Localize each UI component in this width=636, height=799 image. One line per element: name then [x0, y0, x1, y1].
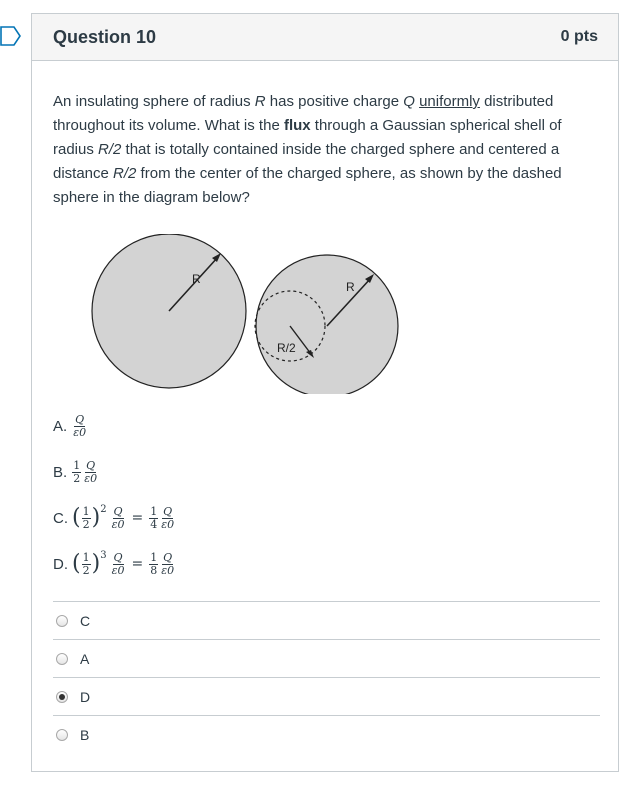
radio-button-1[interactable]	[56, 653, 68, 665]
radio-button-0[interactable]	[56, 615, 68, 627]
sphere-right-circle	[256, 255, 398, 394]
question-card	[31, 13, 619, 772]
label-R-half: R/2	[277, 341, 296, 355]
answer-choices	[53, 601, 600, 753]
choice-row[interactable]	[53, 601, 600, 639]
choice-row[interactable]	[53, 677, 600, 715]
radio-button-3[interactable]	[56, 729, 68, 741]
answer-option-d: D. ( $\frac{1}{2}$ ) 3 $\frac{Q}{\varepsilon 0}$ = $\frac{1}{8}$ $\frac{Q}{\varepsilon 0}$	[53, 549, 175, 577]
choice-label: B	[80, 726, 90, 743]
choice-label: C	[80, 612, 91, 629]
label-R-left: R	[192, 272, 201, 286]
charged-sphere-right	[255, 255, 398, 394]
choice-row[interactable]	[53, 715, 600, 753]
question-header	[32, 14, 618, 61]
charged-sphere-left	[92, 234, 246, 388]
radio-button-2[interactable]	[56, 691, 68, 703]
choice-row[interactable]	[53, 639, 600, 677]
choice-label: A	[80, 650, 90, 667]
answer-option-b: B. $\frac{1}{2}$ $\frac{Q}{\varepsilon 0}$	[53, 458, 98, 485]
question-points: 0 pts	[560, 28, 598, 45]
label-R-right: R	[346, 280, 355, 294]
answer-option-a: A. $\frac{Q}{\varepsilon 0}$	[53, 412, 87, 439]
question-title: Question 10	[53, 26, 157, 47]
question-text: An insulating sphere of radius R has positive charge Q uniformly distributed throughout its volume. What is the flux through a Gaussian spherical shell of radius R/2 that is totally contained inside the charged sphere and centered a distance R/2 from the center of the charged sphere, as shown by the dashed sphere in the diagram below?	[53, 93, 562, 206]
answer-option-c: C. ( $\frac{1}{2}$ ) 2 $\frac{Q}{\varepsilon 0}$ = $\frac{1}{4}$ $\frac{Q}{\varepsilon 0}$	[53, 503, 175, 531]
choice-label: D	[80, 688, 91, 705]
bookmark-flag-icon[interactable]	[0, 26, 22, 46]
spheres-diagram	[90, 234, 410, 394]
